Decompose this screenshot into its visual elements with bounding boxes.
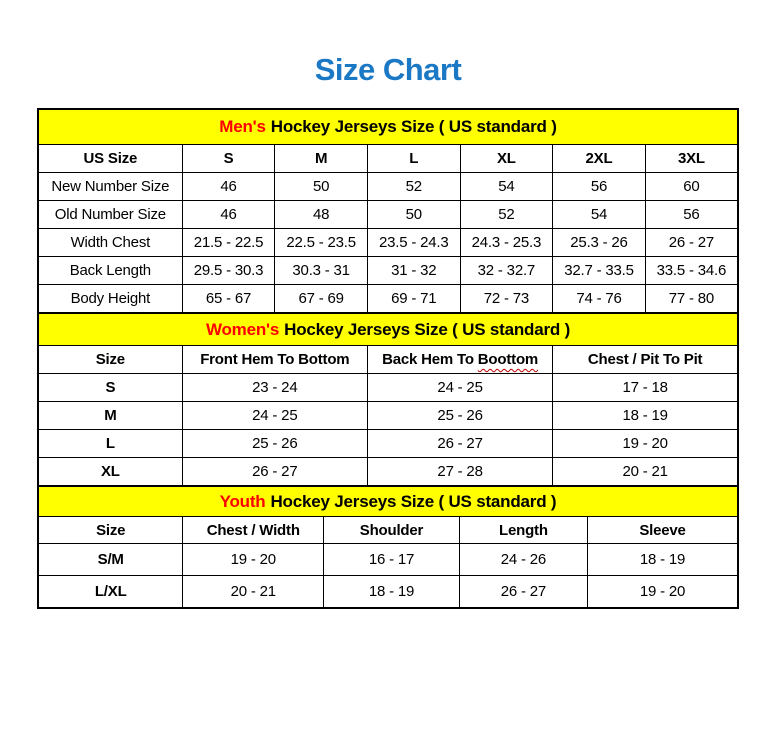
column-header: Length [459, 517, 587, 544]
size-value: 33.5 - 34.6 [645, 257, 738, 285]
size-value: 19 - 20 [183, 544, 324, 576]
size-value: 54 [460, 173, 553, 201]
table-row [38, 430, 738, 458]
size-value: 26 - 27 [645, 229, 738, 257]
mens-section-band-row [38, 109, 738, 145]
row-label: Body Height [38, 285, 182, 314]
womens-band-red-text: Women's [205, 319, 280, 339]
size-value: 65 - 67 [182, 285, 275, 314]
size-value: 30.3 - 31 [275, 257, 368, 285]
size-value: 54 [553, 201, 646, 229]
size-value: 46 [182, 201, 275, 229]
table-row [38, 458, 738, 487]
table-row [38, 544, 738, 576]
mens-section-header [38, 109, 738, 145]
size-value: 67 - 69 [275, 285, 368, 314]
youth-band-red-text: Youth [219, 491, 266, 511]
row-label: XL [38, 458, 182, 487]
size-value: 25 - 26 [182, 430, 367, 458]
table-row [38, 257, 738, 285]
youth-size-table [37, 485, 739, 609]
column-header: Chest / Pit To Pit [553, 346, 738, 374]
size-tables [37, 108, 739, 609]
size-value: 25.3 - 26 [553, 229, 646, 257]
size-value: 25 - 26 [367, 402, 552, 430]
row-label: New Number Size [38, 173, 182, 201]
size-value: 20 - 21 [183, 576, 324, 609]
youth-band-rest-text: Hockey Jerseys Size ( US standard ) [270, 491, 557, 511]
column-header: XL [460, 145, 553, 173]
size-value: 22.5 - 23.5 [275, 229, 368, 257]
row-label: S/M [38, 544, 183, 576]
size-value: 77 - 80 [645, 285, 738, 314]
size-value: 19 - 20 [553, 430, 738, 458]
row-label: L [38, 430, 182, 458]
size-value: 20 - 21 [553, 458, 738, 487]
size-value: 23 - 24 [182, 374, 367, 402]
size-value: 52 [460, 201, 553, 229]
table-row [38, 576, 738, 609]
column-header: M [275, 145, 368, 173]
size-value: 18 - 19 [587, 544, 738, 576]
table-row [38, 285, 738, 314]
youth-section-header [38, 486, 738, 517]
row-label: M [38, 402, 182, 430]
womens-section-band-row [38, 313, 738, 346]
size-value: 32 - 32.7 [460, 257, 553, 285]
size-value: 21.5 - 22.5 [182, 229, 275, 257]
column-header: Shoulder [324, 517, 460, 544]
size-value: 46 [182, 173, 275, 201]
row-label: L/XL [38, 576, 183, 609]
column-header: 3XL [645, 145, 738, 173]
column-header: Size [38, 517, 183, 544]
table-row [38, 201, 738, 229]
mens-band-rest-text: Hockey Jerseys Size ( US standard ) [270, 117, 557, 136]
column-header: US Size [38, 145, 182, 173]
size-value: 26 - 27 [367, 430, 552, 458]
misspelled-word: Boottom [477, 351, 539, 368]
mens-table-body [38, 145, 738, 314]
column-header: Size [38, 346, 182, 374]
row-label: Back Length [38, 257, 182, 285]
youth-section-band-row [38, 486, 738, 517]
table-row [38, 229, 738, 257]
size-value: 60 [645, 173, 738, 201]
table-row [38, 173, 738, 201]
womens-band-rest-text: Hockey Jerseys Size ( US standard ) [284, 319, 571, 339]
size-value: 17 - 18 [553, 374, 738, 402]
size-value: 24.3 - 25.3 [460, 229, 553, 257]
page-title: Size Chart [314, 52, 462, 87]
womens-size-table [37, 312, 739, 487]
size-value: 56 [553, 173, 646, 201]
table-row [38, 402, 738, 430]
column-header: L [367, 145, 460, 173]
table-row [38, 374, 738, 402]
size-value: 24 - 25 [367, 374, 552, 402]
size-value: 26 - 27 [182, 458, 367, 487]
size-value: 26 - 27 [459, 576, 587, 609]
size-value: 48 [275, 201, 368, 229]
size-value: 56 [645, 201, 738, 229]
size-value: 23.5 - 24.3 [367, 229, 460, 257]
size-value: 24 - 26 [459, 544, 587, 576]
size-value: 69 - 71 [367, 285, 460, 314]
column-header: Sleeve [587, 517, 738, 544]
size-value: 52 [367, 173, 460, 201]
size-value: 18 - 19 [553, 402, 738, 430]
size-value: 74 - 76 [553, 285, 646, 314]
column-header-row [38, 346, 738, 374]
mens-band-red-text: Men's [219, 117, 266, 136]
size-value: 50 [275, 173, 368, 201]
column-header: S [182, 145, 275, 173]
womens-section-header [38, 313, 738, 346]
column-header: Chest / Width [183, 517, 324, 544]
column-header-row [38, 517, 738, 544]
column-header: 2XL [553, 145, 646, 173]
size-value: 72 - 73 [460, 285, 553, 314]
size-value: 50 [367, 201, 460, 229]
size-value: 16 - 17 [324, 544, 460, 576]
column-header: Back Hem To Boottom [367, 346, 552, 374]
youth-table-body [38, 517, 738, 609]
size-chart-page [0, 52, 776, 609]
row-label: S [38, 374, 182, 402]
row-label: Width Chest [38, 229, 182, 257]
size-value: 29.5 - 30.3 [182, 257, 275, 285]
size-value: 19 - 20 [587, 576, 738, 609]
row-label: Old Number Size [38, 201, 182, 229]
size-value: 31 - 32 [367, 257, 460, 285]
size-value: 27 - 28 [367, 458, 552, 487]
size-value: 18 - 19 [324, 576, 460, 609]
column-header: Front Hem To Bottom [182, 346, 367, 374]
mens-size-table [37, 108, 739, 314]
size-value: 32.7 - 33.5 [553, 257, 646, 285]
size-value: 24 - 25 [182, 402, 367, 430]
column-header-row [38, 145, 738, 173]
womens-table-body [38, 346, 738, 487]
